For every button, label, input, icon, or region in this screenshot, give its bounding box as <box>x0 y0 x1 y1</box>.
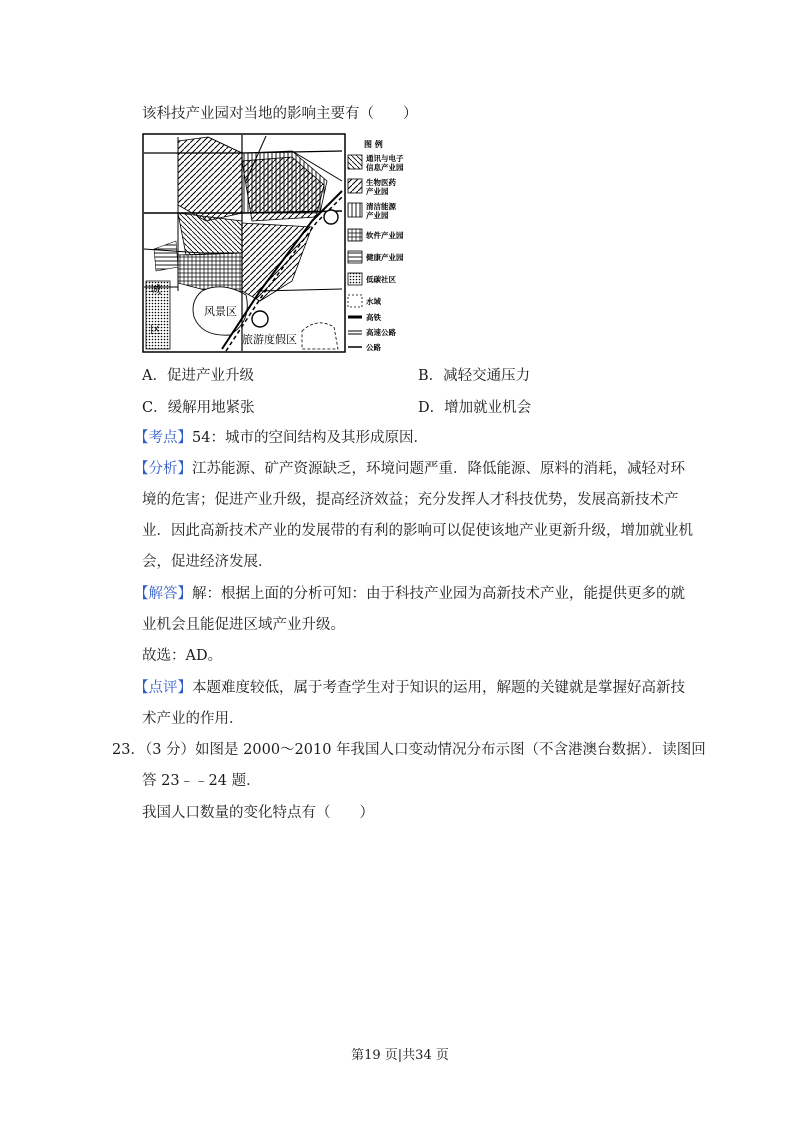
question-stem: 该科技产业园对当地的影响主要有（ ） <box>142 106 418 122</box>
legend-swatch-telecom <box>348 155 362 169</box>
q23-line-1: 23．（3 分）如图是 2000～2010 年我国人口变动情况分布示图（不含港澳台数据）．读图回 <box>112 742 706 758</box>
legend-label-biomed-2: 产业园 <box>366 187 389 196</box>
legend-swatch-expressway <box>348 331 362 334</box>
option-a: A．促进产业升级 <box>142 368 254 384</box>
scenic-area-label: 风景区 <box>204 305 237 318</box>
option-c: C．缓解用地紧张 <box>142 400 255 416</box>
resort-area-label: 旅游度假区 <box>242 333 297 346</box>
page-footer: 第19 页|共34 页 <box>351 1048 449 1063</box>
legend-label-water: 水域 <box>366 297 381 306</box>
kaodian-line <box>134 428 428 448</box>
fenxi-line-1 <box>134 459 685 479</box>
option-d: D．增加就业机会 <box>418 400 532 416</box>
legend-swatch-water <box>348 295 362 307</box>
legend-label-low-carbon: 低碳社区 <box>366 275 396 284</box>
legend-label-telecom-1: 通讯与电子 <box>366 154 404 163</box>
dianping-line-2: 术产业的作用． <box>142 711 244 727</box>
legend-label-biomed-1: 生物医药 <box>366 178 396 187</box>
legend-label-health: 健康产业园 <box>366 253 404 262</box>
city-label-1: 城 <box>150 283 161 296</box>
legend-title: 图 例 <box>364 140 383 149</box>
industrial-park-map <box>142 131 408 355</box>
option-b: B．减轻交通压力 <box>418 368 531 384</box>
fenxi-line-3: 业．因此高新技术产业的发展带的有利的影响可以促使该地产业更新升级，增加就业机 <box>142 523 693 539</box>
map-legend <box>348 139 404 352</box>
q23-line-2: 答 23﹣﹣24 题． <box>142 773 261 789</box>
q23-line-3: 我国人口数量的变化特点有（ ） <box>142 805 374 821</box>
kaodian-text: 54：城市的空间结构及其形成原因． <box>192 430 428 446</box>
dianping-text-1: 本题难度较低，属于考查学生对于知识的运用，解题的关键就是掌握好高新技 <box>192 680 685 696</box>
legend-label-hsr: 高铁 <box>366 313 381 322</box>
fenxi-tag: 【分析】 <box>134 461 192 477</box>
legend-swatch-clean-energy <box>348 203 362 217</box>
legend-label-road: 公路 <box>366 343 381 352</box>
jieda-tag: 【解答】 <box>134 586 192 602</box>
jieda-text-1: 解：根据上面的分析可知：由于科技产业园为高新技术产业，能提供更多的就 <box>192 586 685 602</box>
fenxi-text-1: 江苏能源、矿产资源缺乏，环境问题严重．降低能源、原料的消耗，减轻对环 <box>192 461 685 477</box>
dianping-line-1 <box>134 678 685 698</box>
legend-label-telecom-2: 信息产业园 <box>366 163 404 172</box>
legend-label-clean-energy-2: 产业园 <box>366 211 389 220</box>
dianping-tag: 【点评】 <box>134 680 192 696</box>
jieda-line-1 <box>134 584 685 604</box>
kaodian-tag: 【考点】 <box>134 430 192 446</box>
city-label-2: 区 <box>150 323 161 336</box>
legend-swatch-health <box>348 251 362 263</box>
legend-swatch-biomed <box>348 179 362 193</box>
answer-line: 故选：AD。 <box>142 648 223 664</box>
fenxi-line-2: 境的危害；促进产业升级，提高经济效益；充分发挥人才科技优势，发展高新技术产 <box>142 492 679 508</box>
legend-label-expressway: 高速公路 <box>366 328 396 337</box>
fenxi-line-4: 会，促进经济发展． <box>142 554 273 570</box>
jieda-line-2: 业机会且能促进区域产业升级。 <box>142 617 345 633</box>
legend-swatch-software <box>348 229 362 241</box>
legend-label-software: 软件产业园 <box>366 231 404 240</box>
legend-label-clean-energy-1: 清洁能源 <box>366 202 396 211</box>
legend-swatch-low-carbon <box>348 273 362 285</box>
